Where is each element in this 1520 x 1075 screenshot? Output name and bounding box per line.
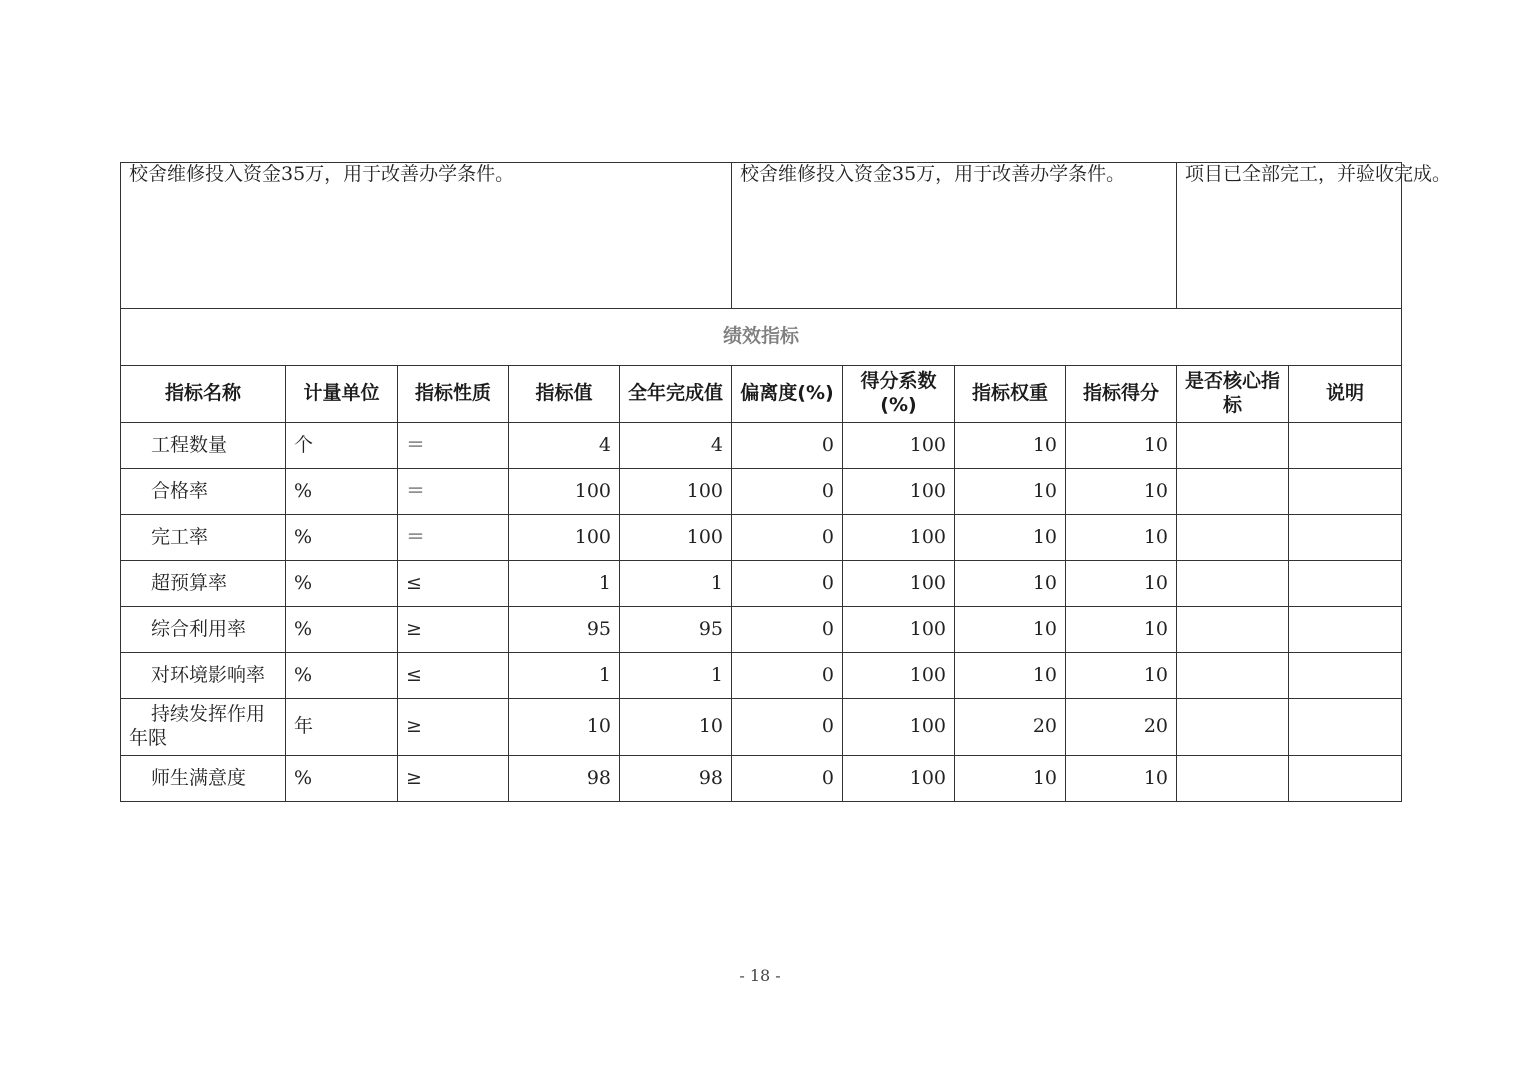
indicator-target: 1 [509,561,620,607]
indicator-score: 10 [1066,423,1177,469]
indicator-name: 综合利用率 [121,607,286,653]
indicator-coefficient: 100 [843,515,955,561]
indicator-core [1177,561,1289,607]
header-unit: 计量单位 [286,366,398,423]
indicator-target: 100 [509,515,620,561]
indicator-target: 10 [509,699,620,756]
table-row [121,515,1402,561]
indicator-unit: % [286,469,398,515]
indicator-weight: 10 [955,469,1066,515]
indicator-nature: ≤ [398,653,509,699]
indicator-actual: 100 [620,515,732,561]
indicator-remark [1289,756,1402,802]
indicator-target: 4 [509,423,620,469]
indicator-unit: 个 [286,423,398,469]
indicator-weight: 10 [955,423,1066,469]
header-remark: 说明 [1289,366,1402,423]
indicator-name: 持续发挥作用年限 [121,699,286,756]
indicator-deviation: 0 [732,607,843,653]
indicator-nature: ＝ [398,423,509,469]
header-score: 指标得分 [1066,366,1177,423]
header-coefficient: 得分系数(%) [843,366,955,423]
indicator-score: 10 [1066,607,1177,653]
indicator-coefficient: 100 [843,607,955,653]
indicator-deviation: 0 [732,423,843,469]
indicator-unit: 年 [286,699,398,756]
indicator-deviation: 0 [732,469,843,515]
indicator-deviation: 0 [732,515,843,561]
indicator-deviation: 0 [732,561,843,607]
indicator-name: 完工率 [121,515,286,561]
indicator-coefficient: 100 [843,423,955,469]
table-header-row [121,366,1402,423]
header-core: 是否核心指标 [1177,366,1289,423]
indicator-core [1177,607,1289,653]
indicator-score: 10 [1066,561,1177,607]
indicator-name: 超预算率 [121,561,286,607]
header-nature: 指标性质 [398,366,509,423]
indicator-score: 10 [1066,515,1177,561]
indicator-core [1177,699,1289,756]
indicator-nature: ＝ [398,469,509,515]
indicator-unit: % [286,653,398,699]
indicator-actual: 98 [620,756,732,802]
section-title: 绩效指标 [121,309,1402,366]
indicator-target: 100 [509,469,620,515]
indicator-nature: ≤ [398,561,509,607]
performance-table [120,162,1452,802]
table-row [121,699,1402,756]
completion-note-cell: 项目已全部完工，并验收完成。 [1177,163,1402,309]
indicator-remark [1289,561,1402,607]
section-title-row [121,309,1402,366]
indicator-remark [1289,699,1402,756]
indicator-actual: 4 [620,423,732,469]
indicator-nature: ≥ [398,756,509,802]
indicator-actual: 1 [620,653,732,699]
indicator-name: 对环境影响率 [121,653,286,699]
indicator-deviation: 0 [732,699,843,756]
indicator-core [1177,515,1289,561]
indicator-score: 20 [1066,699,1177,756]
indicator-deviation: 0 [732,756,843,802]
indicator-unit: % [286,607,398,653]
indicator-core [1177,653,1289,699]
indicator-coefficient: 100 [843,561,955,607]
indicator-target: 95 [509,607,620,653]
indicator-unit: % [286,561,398,607]
indicator-actual: 1 [620,561,732,607]
indicator-coefficient: 100 [843,469,955,515]
indicator-weight: 10 [955,515,1066,561]
header-actual: 全年完成值 [620,366,732,423]
indicator-weight: 20 [955,699,1066,756]
header-weight: 指标权重 [955,366,1066,423]
header-deviation: 偏离度(%) [732,366,843,423]
indicator-actual: 10 [620,699,732,756]
indicator-target: 1 [509,653,620,699]
indicator-score: 10 [1066,653,1177,699]
table-row [121,469,1402,515]
indicator-score: 10 [1066,469,1177,515]
actual-goal-cell: 校舍维修投入资金35万，用于改善办学条件。 [732,163,1177,309]
indicator-weight: 10 [955,561,1066,607]
indicator-core [1177,756,1289,802]
table-row [121,653,1402,699]
indicator-actual: 95 [620,607,732,653]
indicator-actual: 100 [620,469,732,515]
indicator-deviation: 0 [732,653,843,699]
indicator-coefficient: 100 [843,653,955,699]
indicator-weight: 10 [955,653,1066,699]
table-row [121,423,1402,469]
indicator-weight: 10 [955,756,1066,802]
goal-row [121,163,1402,309]
indicator-name: 工程数量 [121,423,286,469]
indicator-score: 10 [1066,756,1177,802]
planned-goal-cell: 校舍维修投入资金35万，用于改善办学条件。 [121,163,732,309]
indicator-remark [1289,423,1402,469]
indicator-core [1177,423,1289,469]
indicator-unit: % [286,515,398,561]
indicator-coefficient: 100 [843,699,955,756]
indicator-name: 合格率 [121,469,286,515]
indicator-remark [1289,515,1402,561]
indicator-nature: ≥ [398,699,509,756]
indicator-weight: 10 [955,607,1066,653]
indicator-remark [1289,653,1402,699]
indicator-unit: % [286,756,398,802]
table-row [121,561,1402,607]
header-target: 指标值 [509,366,620,423]
indicator-target: 98 [509,756,620,802]
indicator-core [1177,469,1289,515]
header-name: 指标名称 [121,366,286,423]
page-number: - 18 - [739,966,781,985]
indicator-remark [1289,607,1402,653]
table-row [121,756,1402,802]
indicator-nature: ≥ [398,607,509,653]
indicator-coefficient: 100 [843,756,955,802]
indicator-nature: ＝ [398,515,509,561]
indicator-name: 师生满意度 [121,756,286,802]
indicator-remark [1289,469,1402,515]
table-row [121,607,1402,653]
